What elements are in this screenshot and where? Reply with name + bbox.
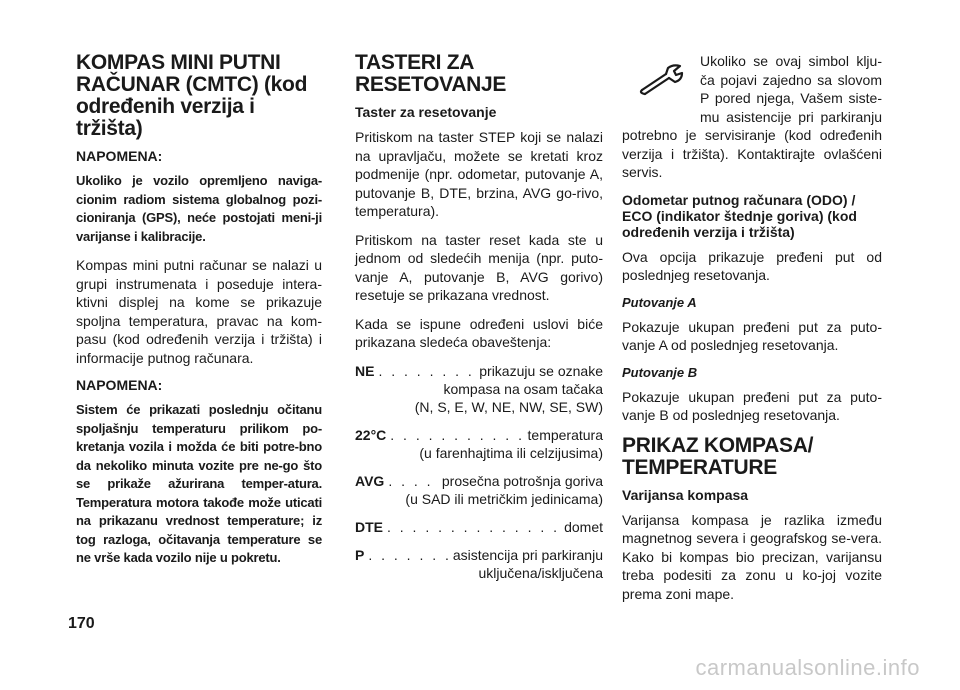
entry-cont: kompasa na osam tačaka [443,380,603,397]
entry-desc: domet [564,518,603,535]
subsection-title: Taster za resetovanje [355,104,497,120]
entry-key: P [355,546,365,563]
body-paragraph: Kompas mini putni računar se nalazi u grupi instrumenata i poseduje intera-ktivni displej na kome se prikazuje spoljna temperatura, pravac na kom-pasu (kod određenih verzija i tržišta) i informacije putnog računara. [76,257,322,366]
page-number: 170 [68,615,95,632]
entry-key: AVG [355,472,385,489]
entry-desc: asistencija pri parkiranju [452,546,603,563]
entry-desc: prosečna potrošnja goriva [441,472,603,489]
section-title-compass-computer: KOMPAS MINI PUTNI RAČUNAR (CMTC) (kod određenih verzija i tržišta) [76,51,308,140]
watermark: carmanualsonline.info [695,655,920,680]
body-paragraph: Kada se ispune određeni uslovi biće prikazana sledeća obaveštenja: [355,315,603,350]
body-paragraph: Varijansa kompasa je razlika između magnetnog severa i geografskog se-vera. Kako bi kompas bio precizan, varijansu treba podesiti za zonu u ko-joj vozite prema zoni mape. [622,511,882,602]
wrench-icon [622,52,700,108]
column-right [622,52,882,613]
body-paragraph: Pritiskom na taster reset kada ste u jednom od sledećih menija (npr. puto-vanje A, putovanje B, AVG gorivo) resetuje se prikazana vrednost. [355,231,603,303]
display-entry-parking [355,546,603,582]
display-entry-ne [355,362,603,416]
entry-key: 22°C [355,426,387,443]
entry-desc: prikazuju se oznake [479,362,603,379]
body-paragraph: Pokazuje ukupan pređeni put za puto-vanje A od poslednjeg resetovanja. [622,318,882,353]
column-middle [355,52,603,592]
body-paragraph: Pritiskom na taster STEP koji se nalazi na upravljaču, možete se kretati kroz podmenije (npr. odometar, putovanje A, putovanje B, DTE, brzina, AVG go-rivo, temperatura). [355,129,603,219]
section-title-reset-buttons: TASTERI ZA RESETOVANJE [355,51,507,96]
display-entry-temperature [355,426,603,462]
subsection-title-variance: Varijansa kompasa [622,486,749,503]
subsection-title-trip-a: Putovanje A [622,294,697,310]
body-paragraph: Ova opcija prikazuje pređeni put od poslednjeg resetovanja. [622,248,882,283]
note-label: NAPOMENA: [76,377,163,393]
display-entry-avg [355,472,603,508]
entry-desc: temperatura [527,426,603,443]
subsection-title-odometer: Odometar putnog računara (ODO) / ECO (indikator štednje goriva) (kod određenih verzija i tržišta) [622,191,857,240]
note-text: Ukoliko je vozilo opremljeno naviga-cionim radiom sistema globalnog pozi-cioniranja (GPS), neće postojati meni-ji varijanse i kalibracije. [76,173,322,244]
entry-cont: (u SAD ili metričkim jedinicama) [405,490,603,507]
body-paragraph: Ukoliko se ovaj simbol klju-ča pojavi zajedno sa slovom P pored njega, Vašem siste-mu asistencije pri parkiranju potrebno je servisiranje (kod određenih verzija i tržišta). Kontaktirajte ovlašćeni servis. [622,53,882,180]
entry-cont: (N, S, E, W, NE, NW, SE, SW) [414,398,603,415]
note-text: Sistem će prikazati poslednju očitanu spoljašnju temperaturu prilikom po-kretanja vozila i možda će biti potre-bno da nekoliko minuta vozite pre ne-go što se prikaže ažurirana temper-atura. Temperatura motora takođe može uticati na prikazanu vrednost temperature; iz tog razloga, očitavanja temperature se ne vrše kada vozilo nije u pokretu. [76,402,322,565]
column-left [76,52,322,578]
display-entry-dte [355,518,603,536]
subsection-title-trip-b: Putovanje B [622,364,698,380]
entry-key: NE [355,362,375,379]
section-title-compass-temperature: PRIKAZ KOMPASA/ TEMPERATURE [622,433,814,479]
note-label: NAPOMENA: [76,148,163,164]
body-paragraph: Pokazuje ukupan pređeni put za puto-vanje B od poslednjeg resetovanja. [622,388,882,423]
entry-cont: uključena/isključena [478,564,603,581]
entry-cont: (u farenhajtima ili celzijusima) [419,444,603,461]
entry-key: DTE [355,518,383,535]
